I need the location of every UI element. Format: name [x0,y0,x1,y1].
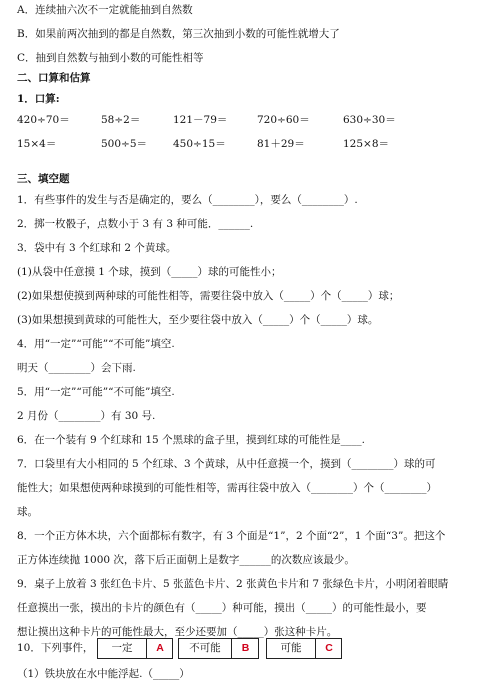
question-line: 6．在一个装有 9 个红球和 15 个黑球的盒子里，摸到红球的可能性是____. [17,434,365,446]
choice-letter: C [315,639,342,658]
choice-word: 一定 [111,642,133,654]
option-c: C．抽到自然数与抽到小数的可能性相等 [17,52,204,64]
choice-box-c [266,638,342,659]
question-line: 7．口袋里有大小相同的 5 个红球、3 个黄球，从中任意摸一个，摸到（________）球的可 [17,458,436,470]
section-title-mental-math: 二、口算和估算 [17,72,91,84]
question-line: 3．袋中有 3 个红球和 2 个黄球。 [17,242,177,254]
question-line: 球。 [17,506,38,518]
subsection-title-oral-calc: 1．口算: [17,93,60,105]
question-line: 2．掷一枚骰子，点数小于 3 有 3 种可能．______. [17,218,254,230]
option-a: A．连续抽六次不一定就能抽到自然数 [17,4,193,16]
calc-item: 81＋29＝ [257,138,305,150]
question-line: 8．一个正方体木块，六个面都标有数字，有 3 个面是“1”，2 个面“2”，1 个面“3”。把这个 [17,530,446,542]
choice-word: 不可能 [189,642,221,654]
calc-item: 125×8＝ [343,138,390,150]
question-line: 能性大；如果想使两种球摸到的可能性相等，需再往袋中放入（________）个（________） [17,482,437,494]
question-line: 10．下列事件， [17,642,94,654]
question-line: 1．有些事件的发生与否是确定的，要么（________），要么（________）. [17,194,358,206]
calc-item: 420÷70＝ [17,114,70,126]
question-line: (3)如果想摸到黄球的可能性大，至少要往袋中放入（_____）个（_____）球。 [17,314,379,326]
question-line: （1）铁块放在水中能浮起.（_____） [17,668,190,680]
option-b: B．如果前两次抽到的都是自然数，第三次抽到小数的可能性就增大了 [17,28,340,40]
section-title-fill-blanks: 三、填空题 [17,173,70,185]
question-line: 明天（________）会下雨. [17,362,136,374]
question-line: (2)如果想使摸到两种球的可能性相等，需要往袋中放入（_____）个（_____）球； [17,290,400,302]
question-line: 9．桌子上放着 3 张红色卡片、5 张蓝色卡片、2 张黄色卡片和 7 张绿色卡片，小明闭着眼睛 [17,578,449,590]
question-line: 任意摸出一张，摸出的卡片的颜色有（_____）种可能，摸出（_____）的可能性最小，要 [17,602,427,614]
choice-box-b [178,638,259,659]
question-line: 2 月份（________）有 30 号. [17,410,156,422]
calc-item: 500÷5＝ [101,138,148,150]
choice-letter: A [146,639,173,658]
calc-item: 630÷30＝ [343,114,396,126]
question-line: 4．用“一定”“可能”“不可能”填空. [17,338,175,350]
choice-word: 可能 [280,642,302,654]
calc-item: 15×4＝ [17,138,57,150]
calc-item: 58÷2＝ [101,114,141,126]
choice-letter: B [231,639,259,658]
question-line: 正方体连续抛 1000 次，落下后正面朝上是数字______的次数应该最少。 [17,554,355,566]
calc-item: 121－79＝ [173,114,228,126]
choice-box-a [97,638,173,659]
calc-item: 450÷15＝ [173,138,226,150]
question-line: (1)从袋中任意摸 1 个球，摸到（_____）球的可能性小； [17,266,282,278]
question-line: 想让摸出这种卡片的可能性最大，至少还要加（_____）张这种卡片。 [17,626,338,638]
question-line: 5．用“一定”“可能”“不可能”填空. [17,386,175,398]
calc-item: 720÷60＝ [257,114,310,126]
